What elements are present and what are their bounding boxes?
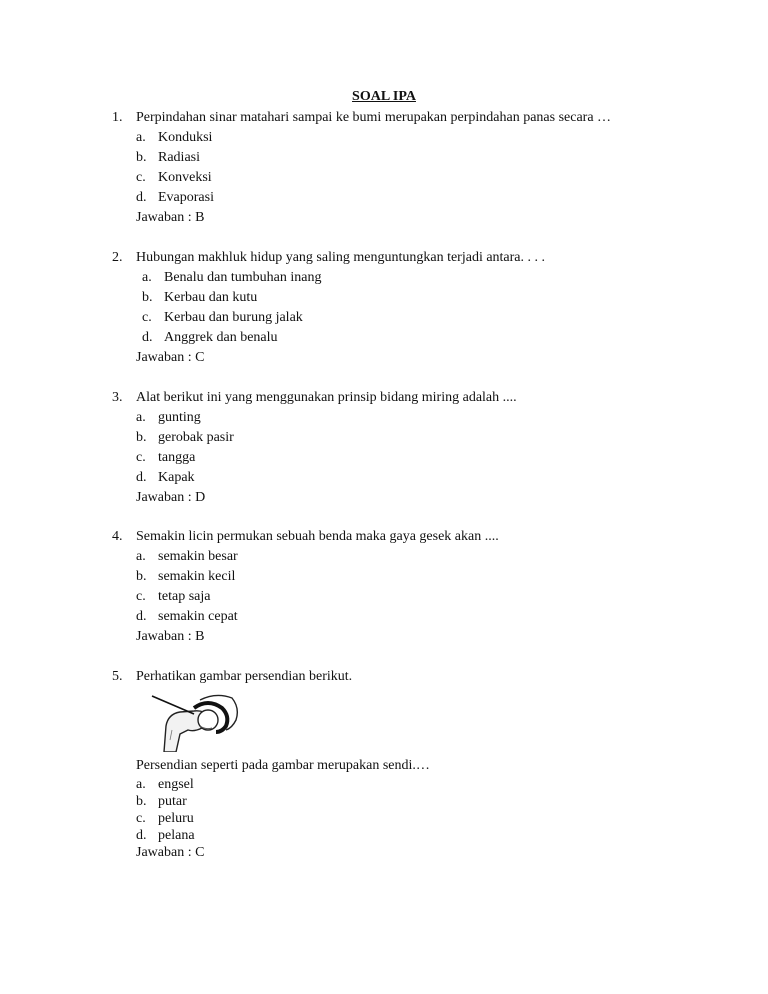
option-c (112, 308, 672, 328)
option-b (112, 567, 672, 587)
option-text: gerobak pasir (158, 430, 234, 445)
option-letter: a. (136, 410, 146, 425)
option-text: Radiasi (158, 150, 200, 165)
question-text: Perhatikan gambar persendian berikut. (136, 669, 353, 684)
option-text: semakin kecil (158, 569, 236, 584)
question-stem (112, 108, 672, 128)
page-title: SOAL IPA (352, 89, 416, 104)
question-text: Perpindahan sinar matahari sampai ke bumi merupakan perpindahan panas secara … (136, 110, 612, 125)
question-number: 4. (112, 529, 123, 544)
option-b (112, 148, 672, 168)
option-text: putar (158, 794, 187, 809)
question-number: 2. (112, 250, 123, 265)
option-letter: d. (142, 330, 153, 345)
option-text: tangga (158, 450, 196, 465)
option-letter: a. (136, 130, 146, 145)
option-text: pelana (158, 828, 195, 843)
option-a (112, 547, 672, 567)
answer-key: Jawaban : D (136, 490, 206, 505)
option-d (112, 607, 672, 627)
option-d (112, 468, 672, 488)
option-letter: d. (136, 828, 147, 843)
question-number: 3. (112, 390, 123, 405)
option-letter: c. (136, 170, 146, 185)
question-3 (112, 388, 672, 508)
question-text: Semakin licin permukan sebuah benda maka gaya gesek akan .... (136, 529, 499, 544)
option-text: gunting (158, 410, 201, 425)
option-text: Konveksi (158, 170, 212, 185)
option-letter: c. (142, 310, 152, 325)
option-d (112, 328, 672, 348)
question-stem (112, 667, 672, 687)
question-stem (112, 527, 672, 547)
question-5 (112, 667, 672, 687)
option-letter: d. (136, 190, 147, 205)
option-text: Kapak (158, 470, 195, 485)
question-stem (112, 388, 672, 408)
answer-key: Jawaban : B (136, 629, 205, 644)
option-letter: d. (136, 470, 147, 485)
option-text: tetap saja (158, 589, 211, 604)
option-letter: a. (142, 270, 152, 285)
option-letter: b. (136, 430, 147, 445)
question-number: 1. (112, 110, 123, 125)
question-subtext: Persendian seperti pada gambar merupakan sendi.… (136, 758, 430, 773)
question-text: Hubungan makhluk hidup yang saling menguntungkan terjadi antara. . . . (136, 250, 546, 265)
option-c (112, 587, 672, 607)
question-stem (112, 248, 672, 268)
option-text: Kerbau dan burung jalak (164, 310, 303, 325)
option-c (112, 810, 672, 827)
option-text: semakin besar (158, 549, 238, 564)
option-a (112, 408, 672, 428)
option-d (112, 188, 672, 208)
option-text: peluru (158, 811, 194, 826)
option-b (112, 428, 672, 448)
option-letter: c. (136, 589, 146, 604)
option-a (112, 776, 672, 793)
option-d (112, 827, 672, 844)
option-b (112, 793, 672, 810)
option-text: engsel (158, 777, 194, 792)
option-letter: b. (136, 794, 147, 809)
option-a (112, 128, 672, 148)
option-letter: b. (136, 569, 147, 584)
answer-key: Jawaban : B (136, 210, 205, 225)
option-letter: a. (136, 549, 146, 564)
hip-joint-illustration-icon (150, 690, 240, 752)
answer-key: Jawaban : C (136, 350, 205, 365)
option-text: Anggrek dan benalu (164, 330, 278, 345)
option-letter: b. (142, 290, 153, 305)
option-text: Kerbau dan kutu (164, 290, 258, 305)
option-letter: b. (136, 150, 147, 165)
option-c (112, 448, 672, 468)
question-text: Alat berikut ini yang menggunakan prinsip bidang miring adalah .... (136, 390, 517, 405)
option-c (112, 168, 672, 188)
option-b (112, 288, 672, 308)
answer-key: Jawaban : C (136, 845, 205, 860)
question-1 (112, 108, 672, 228)
question-4 (112, 527, 672, 647)
question-5-continued (112, 756, 672, 861)
question-number: 5. (112, 669, 123, 684)
option-letter: a. (136, 777, 146, 792)
question-2 (112, 248, 672, 368)
option-text: Evaporasi (158, 190, 214, 205)
option-text: Konduksi (158, 130, 213, 145)
option-text: Benalu dan tumbuhan inang (164, 270, 322, 285)
option-letter: c. (136, 450, 146, 465)
option-letter: d. (136, 609, 147, 624)
option-a (112, 268, 672, 288)
option-text: semakin cepat (158, 609, 238, 624)
option-letter: c. (136, 811, 146, 826)
